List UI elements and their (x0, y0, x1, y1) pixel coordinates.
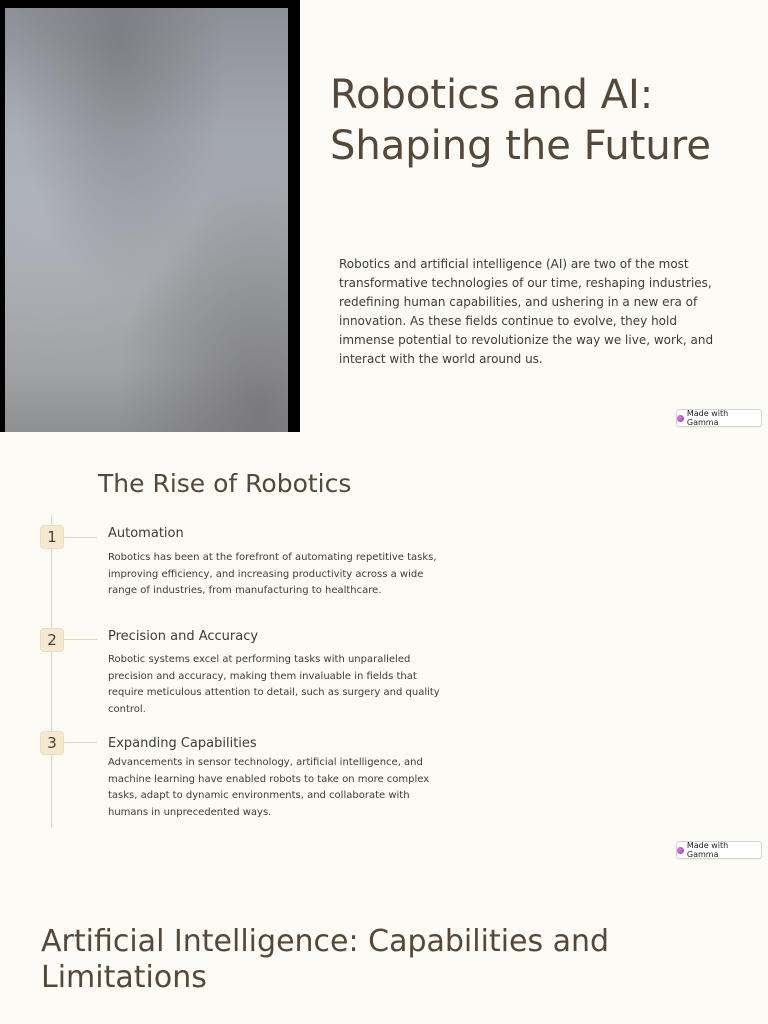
step-title: Precision and Accuracy (108, 629, 259, 644)
hero-image (5, 8, 288, 432)
step-number-badge: 3 (40, 731, 64, 755)
step-description: Robotics has been at the forefront of automating repetitive tasks, improving efficiency, and increasing productivity across a wide range of industries, from manufacturing to healthcare. (108, 552, 437, 596)
section-title: The Rise of Robotics (98, 469, 352, 498)
step-title: Expanding Capabilities (108, 736, 257, 751)
gamma-logo-icon (677, 847, 684, 854)
step-number-badge: 1 (40, 525, 64, 549)
made-with-gamma-badge[interactable] (676, 409, 762, 427)
slide-title: Robotics and AI: Shaping the Future (330, 72, 711, 169)
hero-image-frame (0, 0, 300, 432)
step-connector (63, 537, 97, 538)
intro-paragraph: Robotics and artificial intelligence (AI) are two of the most transformative technologies of our time, reshaping industries, redefining human capabilities, and ushering in a new era of innovation. As these fields continue to evolve, they hold immense potential to revolutionize the way we live, work, and interact with the world around us. (339, 257, 714, 366)
badge-label: Made with Gamma (686, 841, 729, 859)
step-description: Robotic systems excel at performing tasks with unparalleled precision and accuracy, making them invaluable in fields that require meticulous attention to detail, such as surgery and quality control. (108, 654, 440, 715)
badge-label: Made with Gamma (686, 409, 729, 427)
step-title: Automation (108, 526, 184, 541)
step-connector (63, 639, 97, 640)
section-title: Artificial Intelligence: Capabilities and Limitations (41, 924, 610, 995)
gamma-logo-icon (677, 415, 684, 422)
step-connector (63, 742, 97, 743)
made-with-gamma-badge[interactable] (676, 841, 762, 859)
step-description: Advancements in sensor technology, artificial intelligence, and machine learning have enabled robots to take on more complex tasks, adapt to dynamic environments, and collaborate with humans in unprecedented ways. (108, 757, 430, 818)
step-number-badge: 2 (40, 628, 64, 652)
timeline-line (51, 515, 52, 828)
